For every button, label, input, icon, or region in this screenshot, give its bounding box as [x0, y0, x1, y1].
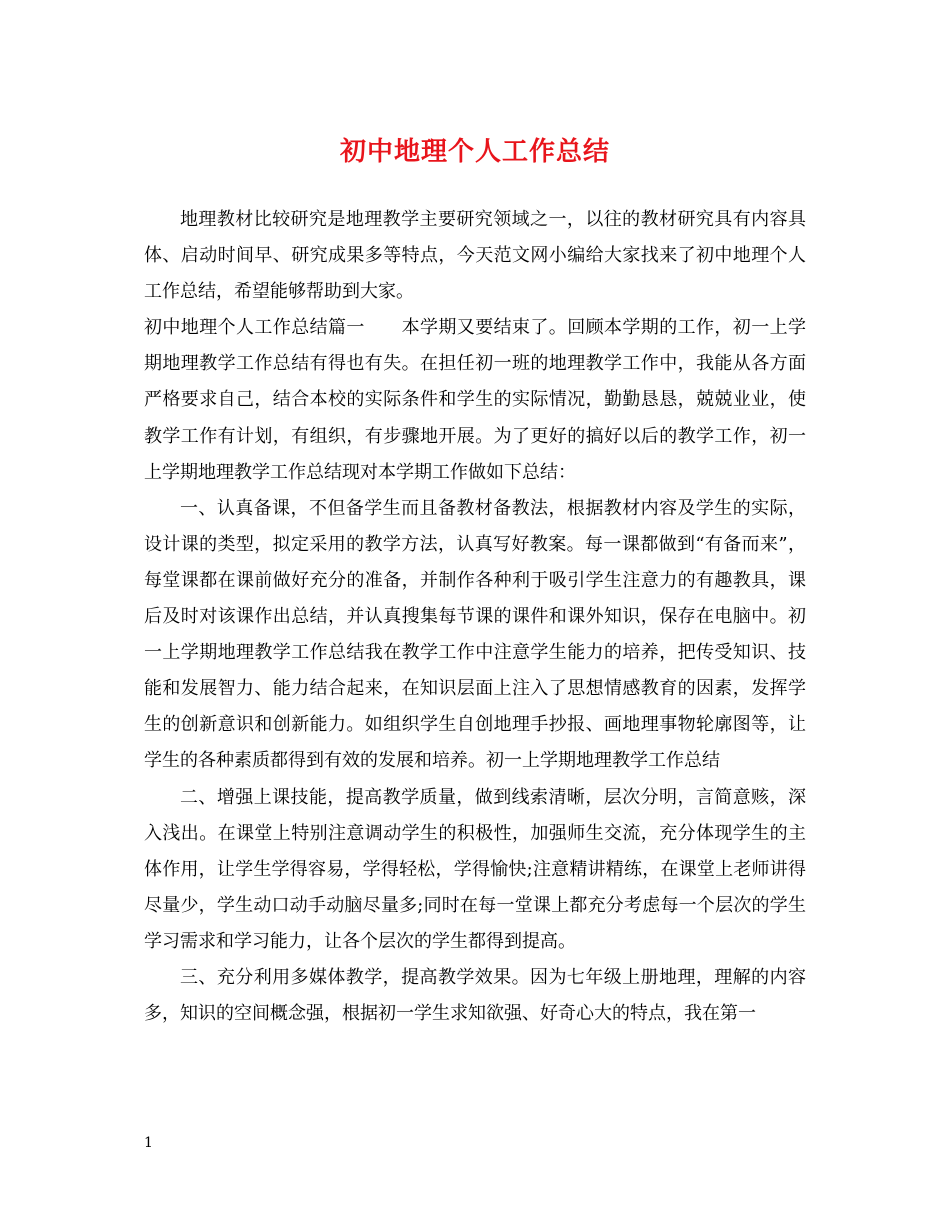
page-number: 1: [144, 1135, 153, 1151]
section-one-paragraph: 初中地理个人工作总结篇一 本学期又要结束了。回顾本学期的工作，初一上学期地理教学工作总结有得也有失。在担任初一班的地理教学工作中，我能从各方面严格要求自己，结合本校的实际条件和学生的实际情况，勤勤恳恳，兢兢业业，使教学工作有计划，有组织，有步骤地开展。为了更好的搞好以后的教学工作，初一上学期地理教学工作总结现对本学期工作做如下总结：: [144, 317, 806, 483]
point-two-paragraph: 二、增强上课技能，提高教学质量，做到线索清晰，层次分明，言简意赅，深入浅出。在课堂上特别注意调动学生的积极性，加强师生交流，充分体现学生的主体作用，让学生学得容易，学得轻松，学得愉快;注意精讲精练，在课堂上老师讲得尽量少，学生动口动手动脑尽量多;同时在每一堂课上都充分考虑每一个层次的学生学习需求和学习能力，让各个层次的学生都得到提高。: [144, 786, 806, 952]
intro-paragraph: 地理教材比较研究是地理教学主要研究领域之一，以往的教材研究具有内容具体、启动时间早、研究成果多等特点，今天范文网小编给大家找来了初中地理个人工作总结，希望能够帮助到大家。: [144, 209, 806, 303]
point-one-paragraph: 一、认真备课，不但备学生而且备教材备教法，根据教材内容及学生的实际，设计课的类型，拟定采用的教学方法，认真写好教案。每一课都做到“有备而来”，每堂课都在课前做好充分的准备，并制作各种利于吸引学生注意力的有趣教具，课后及时对该课作出总结，并认真搜集每节课的课件和课外知识，保存在电脑中。初一上学期地理教学工作总结我在教学工作中注意学生能力的培养，把传受知识、技能和发展智力、能力结合起来，在知识层面上注入了思想情感教育的因素，发挥学生的创新意识和创新能力。如组织学生自创地理手抄报、画地理事物轮廓图等，让学生的各种素质都得到有效的发展和培养。初一上学期地理教学工作总结: [144, 497, 806, 772]
document-title: 初中地理个人工作总结: [339, 137, 610, 167]
point-three-paragraph: 三、充分利用多媒体教学，提高教学效果。因为七年级上册地理，理解的内容多，知识的空间概念强，根据初一学生求知欲强、好奇心大的特点，我在第一: [144, 966, 806, 1025]
document-body: [144, 202, 806, 1032]
